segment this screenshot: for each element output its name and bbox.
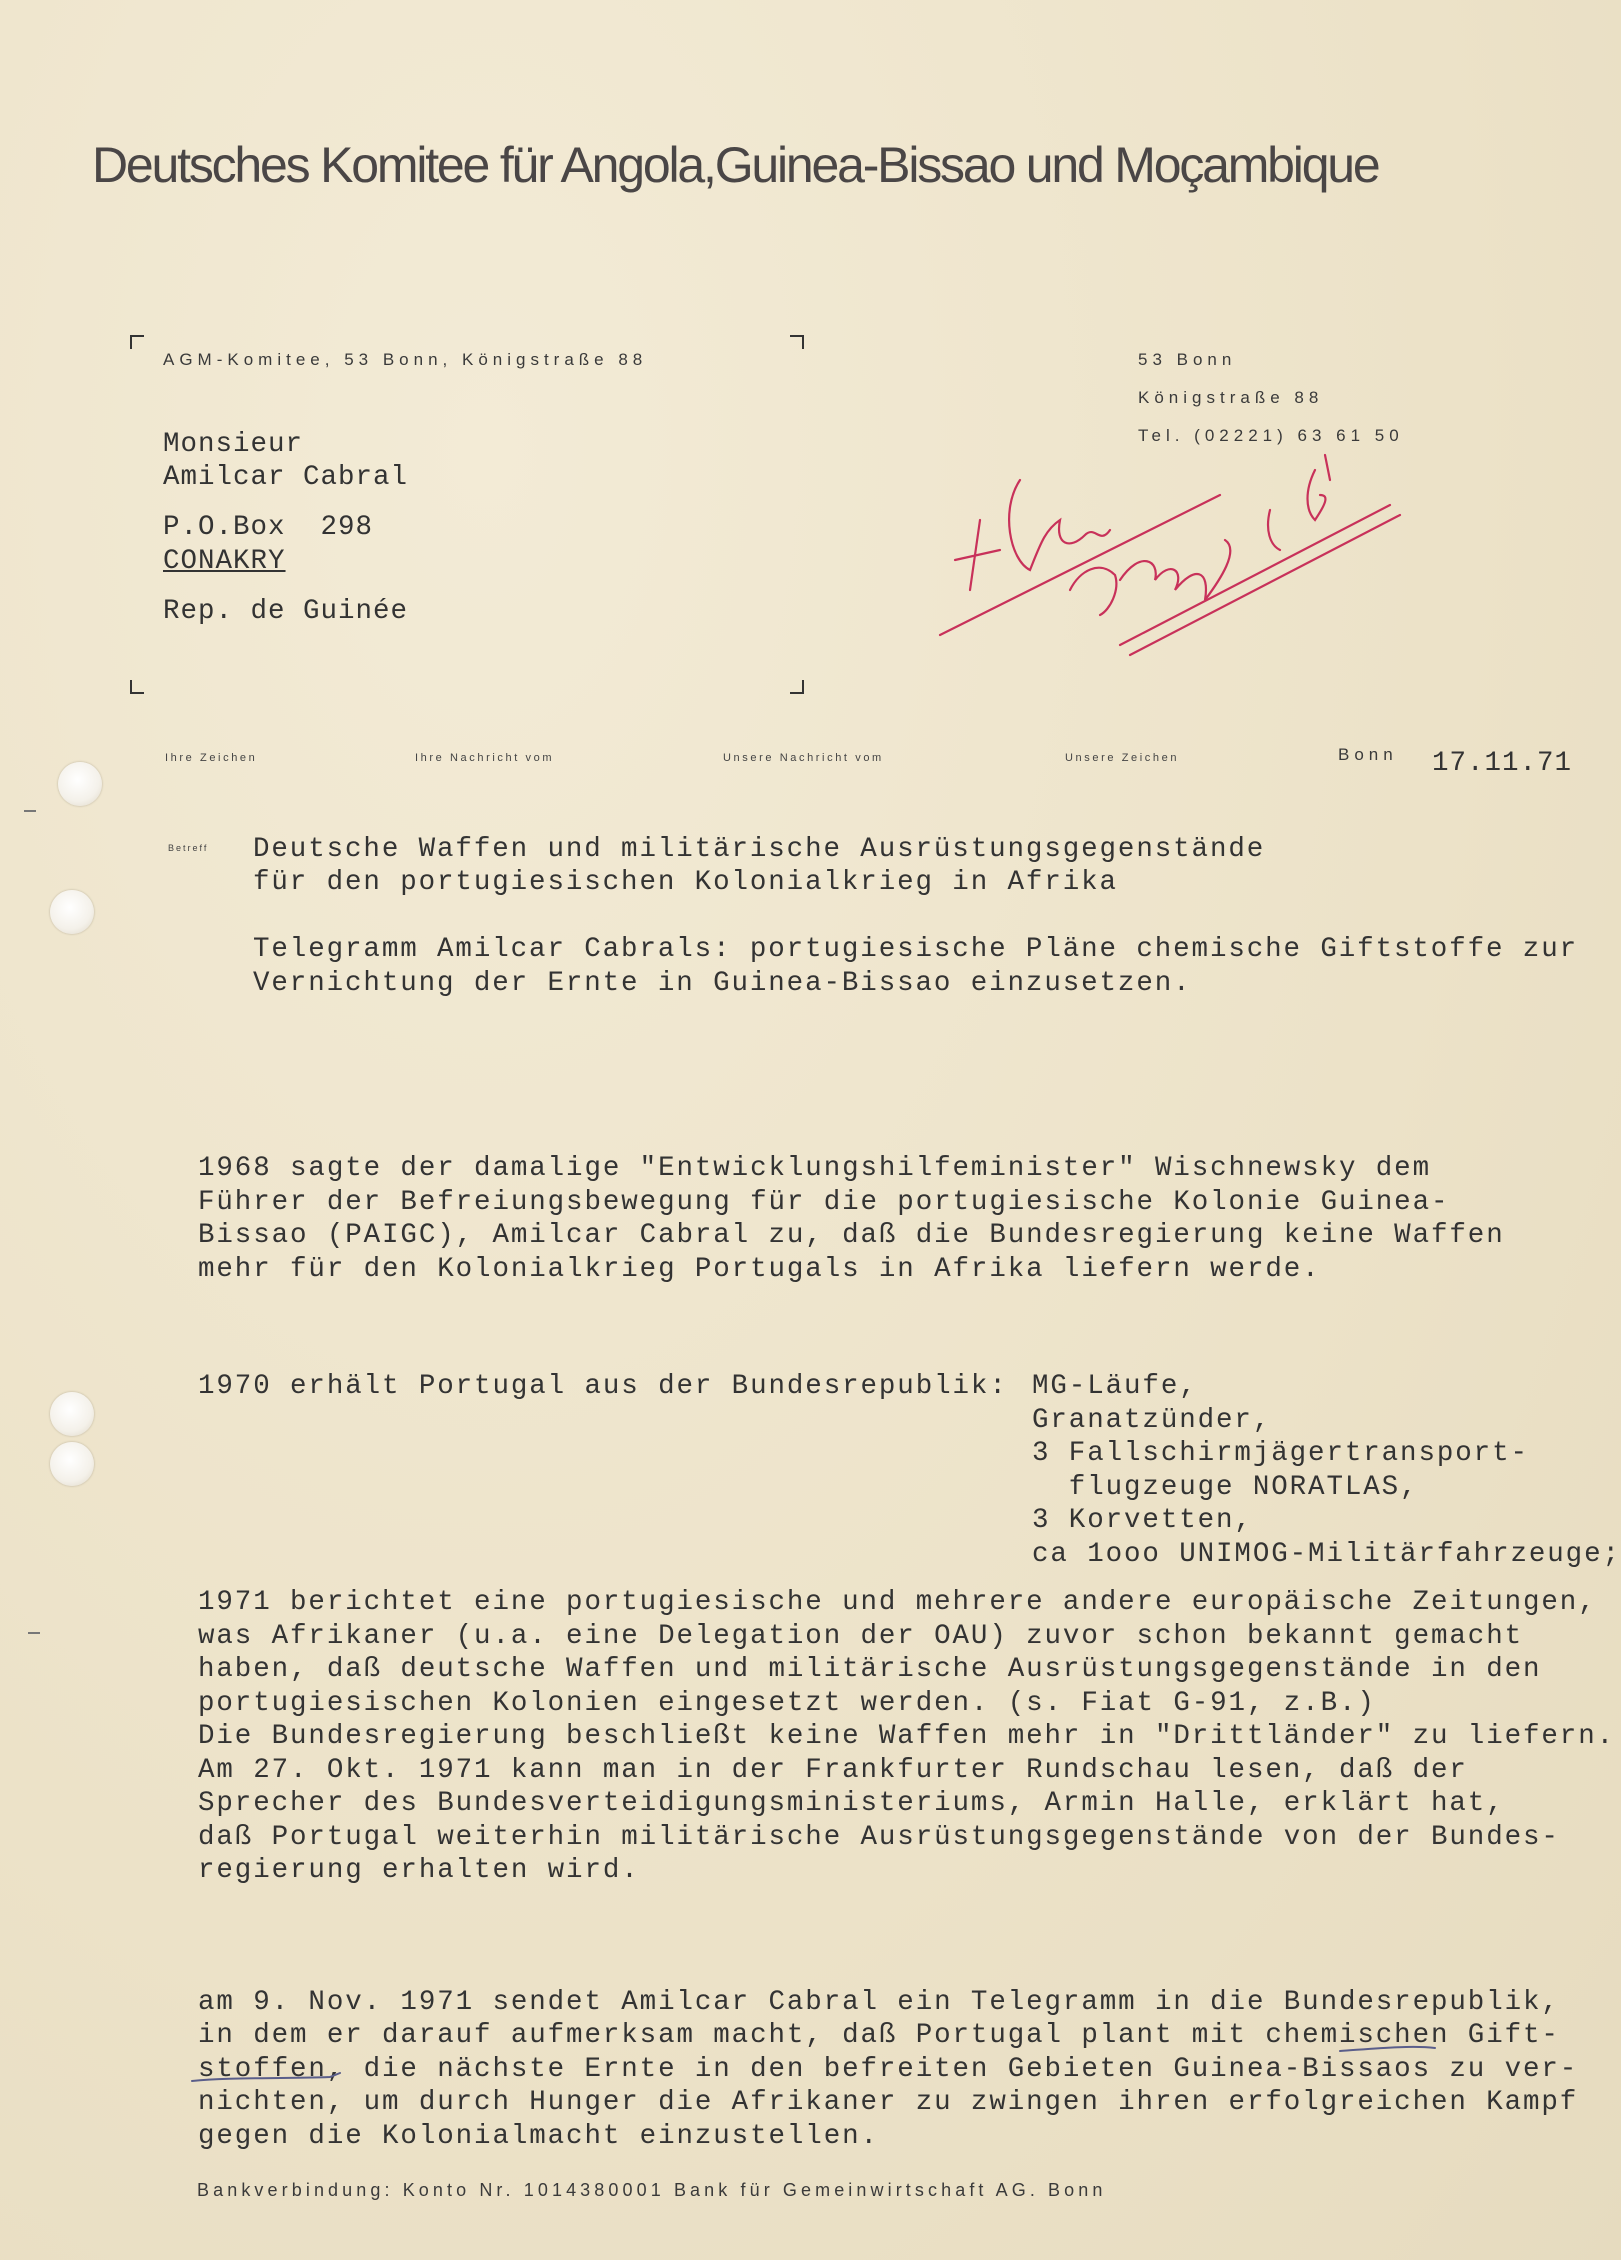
ref-label-ihre-zeichen: Ihre Zeichen (165, 752, 258, 764)
body-line: portugiesischen Kolonien eingesetzt werden. (s. Fiat G-91, z.B.) (198, 1688, 1376, 1719)
handwritten-annotation (920, 450, 1480, 680)
punch-hole (50, 890, 94, 934)
subject-line: für den portugiesischen Kolonialkrieg in Afrika (253, 867, 1118, 898)
body-line: daß Portugal weiterhin militärische Ausrüstungsgegenstände von der Bundes- (198, 1822, 1560, 1853)
body-line: 1970 erhält Portugal aus der Bundesrepublik: (198, 1371, 1008, 1402)
recipient-box: P.O.Box 298 (163, 512, 374, 543)
fold-mark (24, 810, 36, 812)
body-line: regierung erhalten wird. (198, 1855, 640, 1886)
ref-label-unsere-nachricht: Unsere Nachricht vom (723, 752, 884, 764)
sender-city: 53 Bonn (1138, 350, 1237, 369)
subject-label: Betreff (168, 843, 209, 853)
body-line: Führer der Befreiungsbewegung für die portugiesische Kolonie Guinea- (198, 1187, 1450, 1218)
body-line: in dem er darauf aufmerksam macht, daß Portugal plant mit chemischen Gift- (198, 2020, 1560, 2051)
ref-label-ihre-nachricht: Ihre Nachricht vom (415, 752, 555, 764)
body-line: Bissao (PAIGC), Amilcar Cabral zu, daß die Bundesregierung keine Waffen (198, 1220, 1505, 1251)
sender-return-line: AGM-Komitee, 53 Bonn, Königstraße 88 (163, 350, 648, 369)
body-line: am 9. Nov. 1971 sendet Amilcar Cabral ein Telegramm in die Bundesrepublik, (198, 1987, 1560, 2018)
punch-hole (50, 1392, 94, 1436)
body-line: gegen die Kolonialmacht einzustellen. (198, 2121, 879, 2152)
body-line: stoffen, die nächste Ernte in den befreiten Gebieten Guinea-Bissaos zu ver- (198, 2054, 1579, 2085)
list-item: ca 1ooo UNIMOG-Militärfahrzeuge; (1032, 1539, 1621, 1570)
list-item: 3 Fallschirmjägertransport- (1032, 1438, 1529, 1469)
punch-hole (58, 762, 102, 806)
recipient-city: CONAKRY (163, 546, 286, 577)
ref-label-unsere-zeichen: Unsere Zeichen (1065, 752, 1180, 764)
list-item: flugzeuge NORATLAS, (1032, 1472, 1419, 1503)
body-line: Die Bundesregierung beschließt keine Waffen mehr in "Drittländer" zu liefern. (198, 1721, 1616, 1752)
sender-street: Königstraße 88 (1138, 388, 1324, 407)
list-item: 3 Korvetten, (1032, 1505, 1253, 1536)
body-line: 1971 berichtet eine portugiesische und mehrere andere europäische Zeitungen, (198, 1587, 1597, 1618)
recipient-name: Amilcar Cabral (163, 462, 409, 493)
subject-line: Telegramm Amilcar Cabrals: portugiesische Pläne chemische Giftstoffe zur (253, 934, 1578, 965)
list-item: Granatzünder, (1032, 1405, 1272, 1436)
address-corner-mark (790, 335, 804, 349)
letterhead-title: Deutsches Komitee für Angola,Guinea-Bissao und Moçambique (92, 137, 1379, 193)
body-line: mehr für den Kolonialkrieg Portugals in Afrika liefern werde. (198, 1254, 1321, 1285)
place: Bonn (1338, 745, 1398, 764)
subject-line: Vernichtung der Ernte in Guinea-Bissao einzusetzen. (253, 968, 1192, 999)
subject-line: Deutsche Waffen und militärische Ausrüstungsgegenstände (253, 834, 1266, 865)
body-line: nichten, um durch Hunger die Afrikaner zu zwingen ihren erfolgreichen Kampf (198, 2087, 1579, 2118)
body-line: 1968 sagte der damalige "Entwicklungshilfeminister" Wischnewsky dem (198, 1153, 1431, 1184)
body-line: Am 27. Okt. 1971 kann man in der Frankfurter Rundschau lesen, daß der (198, 1755, 1468, 1786)
fold-mark (28, 1632, 40, 1634)
recipient-salutation: Monsieur (163, 429, 304, 460)
sender-phone: Tel. (02221) 63 61 50 (1138, 426, 1404, 445)
address-corner-mark (130, 680, 144, 694)
punch-hole (50, 1442, 94, 1486)
handwritten-underline (190, 2043, 1450, 2103)
bank-details-footer: Bankverbindung: Konto Nr. 1014380001 Bank für Gemeinwirtschaft AG. Bonn (197, 2180, 1107, 2200)
body-line: was Afrikaner (u.a. eine Delegation der OAU) zuvor schon bekannt gemacht (198, 1621, 1523, 1652)
recipient-country: Rep. de Guinée (163, 596, 409, 627)
list-item: MG-Läufe, (1032, 1371, 1198, 1402)
body-line: Sprecher des Bundesverteidigungsministeriums, Armin Halle, erklärt hat, (198, 1788, 1505, 1819)
address-corner-mark (790, 680, 804, 694)
body-line: haben, daß deutsche Waffen und militärische Ausrüstungsgegenstände in den (198, 1654, 1542, 1685)
address-corner-mark (130, 335, 144, 349)
letter-date: 17.11.71 (1432, 748, 1573, 779)
